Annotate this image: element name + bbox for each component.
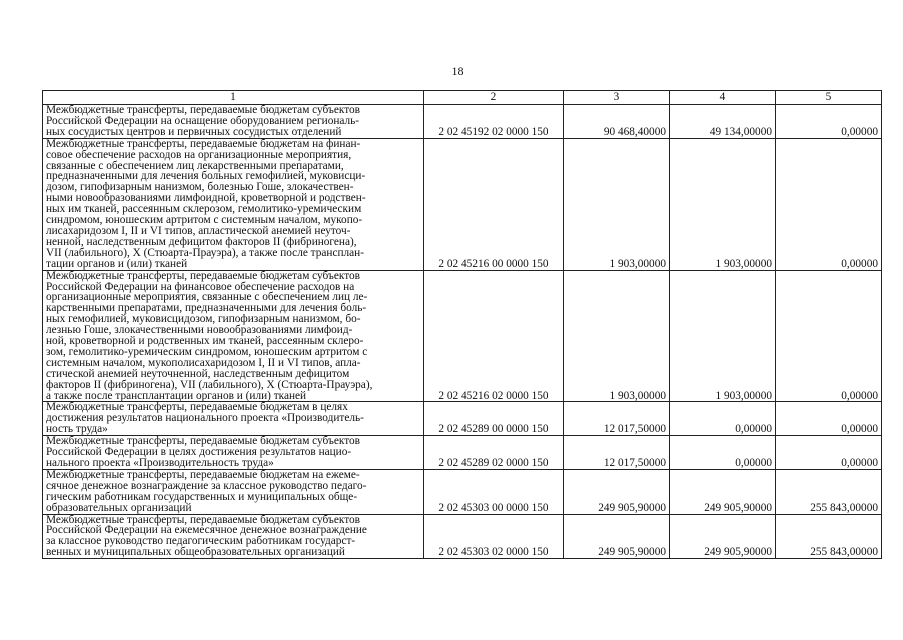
amount-col3: 249 905,90000 <box>564 469 670 514</box>
budget-transfers-table <box>42 90 882 559</box>
description-line: лисахаридозом I, II и VI типов, апластической анемией неуточ- <box>46 224 351 237</box>
row-description <box>43 436 424 470</box>
description-line: Межбюджетные трансферты, передаваемые бюджетам субъектов <box>46 270 360 282</box>
description-line: связанные с обеспечением лиц лекарственными препаратами, <box>46 159 344 172</box>
description-line: зом, гемолитико-уремическим синдромом, юношеским артритом с <box>46 345 368 358</box>
budget-code: 2 02 45303 00 0000 150 <box>424 469 564 514</box>
amount-col5: 0,00000 <box>776 105 882 139</box>
amount-col4: 249 905,90000 <box>670 514 776 559</box>
table-row <box>43 469 882 514</box>
row-description <box>43 105 424 139</box>
description-line: предназначенными для лечения больных гемофилией, муковисци- <box>46 170 366 183</box>
row-description <box>43 402 424 436</box>
column-header-2: 2 <box>424 91 564 105</box>
budget-code: 2 02 45303 02 0000 150 <box>424 514 564 559</box>
description-line: ных сосудистых центров и первичных сосудистых отделений <box>46 125 342 138</box>
amount-col4: 1 903,00000 <box>670 270 776 402</box>
description-line: ность труда» <box>46 423 108 436</box>
description-line: Межбюджетные трансферты, передаваемые бюджетам субъектов <box>46 104 360 116</box>
amount-col3: 12 017,50000 <box>564 436 670 470</box>
description-line: ных гемофилией, муковисцидозом, гипофизарным нанизмом, бо- <box>46 313 361 326</box>
page-number: 18 <box>451 64 464 78</box>
description-line: Российской Федерации на ежемесячное денежное вознаграждение <box>46 524 367 537</box>
description-line: стической анемией неуточненной, наследственным дефицитом <box>46 367 350 380</box>
table-row <box>43 514 882 559</box>
amount-col4: 49 134,00000 <box>670 105 776 139</box>
description-line: Межбюджетные трансферты, передаваемые бюджетам в целях <box>46 401 348 414</box>
row-description <box>43 469 424 514</box>
column-header-3: 3 <box>564 91 670 105</box>
amount-col3: 1 903,00000 <box>564 270 670 402</box>
amount-col4: 1 903,00000 <box>670 138 776 270</box>
amount-col3: 249 905,90000 <box>564 514 670 559</box>
amount-col4: 0,00000 <box>670 436 776 470</box>
amount-col5: 255 843,00000 <box>776 469 882 514</box>
description-line: факторов II (фибриногена), VII (лабильного), X (Стюарта-Прауэра), <box>46 378 373 391</box>
budget-code: 2 02 45289 00 0000 150 <box>424 402 564 436</box>
column-header-5: 5 <box>776 91 882 105</box>
description-line: образовательных организаций <box>46 501 192 514</box>
description-line: дозом, гипофизарным нанизмом, болезнью Гоше, злокачествен- <box>46 181 354 194</box>
row-description <box>43 138 424 270</box>
description-line: ными новообразованиями лимфоидной, кроветворной и родствен- <box>46 192 366 205</box>
column-header-1: 1 <box>43 91 424 105</box>
description-line: венных и муниципальных общеобразовательных организаций <box>46 546 345 559</box>
description-line: Межбюджетные трансферты, передаваемые бюджетам на финан- <box>46 138 361 150</box>
table-row <box>43 105 882 139</box>
table-row <box>43 270 882 402</box>
description-line: карственными препаратами, предназначенными для лечения боль- <box>46 302 367 315</box>
description-line: синдромом, юношеским артритом с системным началом, мукопо- <box>46 214 363 227</box>
description-line: ненной, наследственным дефицитом факторов II (фибриногена), <box>46 235 357 248</box>
table-row <box>43 402 882 436</box>
budget-code: 2 02 45289 02 0000 150 <box>424 436 564 470</box>
description-line: Межбюджетные трансферты, передаваемые бюджетам субъектов <box>46 435 360 448</box>
header-row <box>43 91 882 105</box>
amount-col4: 249 905,90000 <box>670 469 776 514</box>
budget-code: 2 02 45216 02 0000 150 <box>424 270 564 402</box>
description-line: за классное руководство педагогическим работникам государст- <box>46 535 356 548</box>
amount-col3: 90 468,40000 <box>564 105 670 139</box>
column-header-4: 4 <box>670 91 776 105</box>
description-line: тации органов и (или) тканей <box>46 257 188 270</box>
description-line: организационные мероприятия, связанные с обеспечением лиц ле- <box>46 291 368 304</box>
description-line: Российской Федерации в целях достижения результатов нацио- <box>46 446 352 459</box>
row-description <box>43 514 424 559</box>
table-header <box>43 91 882 105</box>
amount-col5: 0,00000 <box>776 402 882 436</box>
description-line: лезнью Гоше, злокачественными новообразованиями лимфоид- <box>46 324 353 337</box>
amount-col4: 0,00000 <box>670 402 776 436</box>
description-line: Межбюджетные трансферты, передаваемые бюджетам субъектов <box>46 514 360 526</box>
description-line: Межбюджетные трансферты, передаваемые бюджетам на ежеме- <box>46 469 360 481</box>
description-line: ной, кроветворной и родственных им тканей, рассеянным склеро- <box>46 335 364 348</box>
description-line: совое обеспечение расходов на организационные мероприятия, <box>46 148 352 161</box>
amount-col5: 255 843,00000 <box>776 514 882 559</box>
description-line: гическим работникам государственных и муниципальных обще- <box>46 490 358 503</box>
description-line: системным началом, мукополисахаридозом I, II и VI типов, апла- <box>46 356 361 369</box>
description-line: а также после трансплантации органов и (или) тканей <box>46 389 307 402</box>
description-line: ных им тканей, рассеянным склерозом, гемолитико-уремическим <box>46 203 362 216</box>
description-line: достижения результатов национального проекта «Производитель- <box>46 412 364 425</box>
budget-code: 2 02 45192 02 0000 150 <box>424 105 564 139</box>
table-row <box>43 138 882 270</box>
row-description <box>43 270 424 402</box>
description-line: Российской Федерации на финансовое обеспечение расходов на <box>46 280 355 293</box>
budget-code: 2 02 45216 00 0000 150 <box>424 138 564 270</box>
amount-col5: 0,00000 <box>776 138 882 270</box>
amount-col3: 12 017,50000 <box>564 402 670 436</box>
table-row <box>43 436 882 470</box>
description-line: Российской Федерации на оснащение оборудованием региональ- <box>46 114 360 127</box>
amount-col5: 0,00000 <box>776 270 882 402</box>
amount-col5: 0,00000 <box>776 436 882 470</box>
description-line: VII (лабильного), X (Стюарта-Прауэра), а также после трансплан- <box>46 246 364 259</box>
description-line: нального проекта «Производительность труда» <box>46 457 274 469</box>
amount-col3: 1 903,00000 <box>564 138 670 270</box>
table-body <box>43 105 882 559</box>
description-line: сячное денежное вознаграждение за классное руководство педаго- <box>46 479 367 492</box>
